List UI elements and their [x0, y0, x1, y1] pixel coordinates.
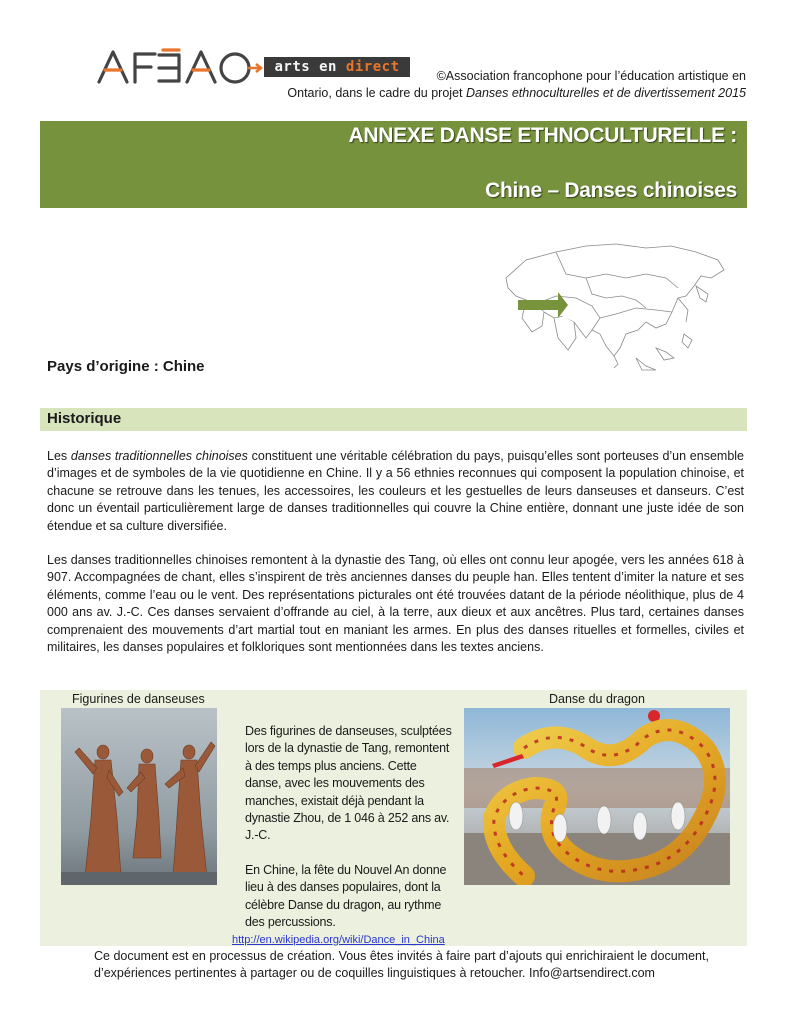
history-paragraph-1-text [47, 448, 744, 535]
caption-left: Figurines de danseuses [72, 692, 205, 706]
dragon-dance-photo [464, 708, 730, 885]
text-spacer [245, 845, 453, 862]
caption-right: Danse du dragon [549, 692, 645, 706]
figures-text-2: En Chine, la fête du Nouvel An donne lieu à des danses populaires, dont la célèbre Danse du dragon, au rythme des percussions. [245, 862, 447, 930]
copyright-line2 [262, 85, 746, 102]
figures-text-1: Des figurines de danseuses, sculptées lors de la dynastie de Tang, remontent à des temps plus anciens. Cette danse, avec les mouvements des manches, existait déjà pendant la dynastie Zhou, de 1 046 à 252 ans av. J.-C. [245, 724, 452, 843]
history-paragraph-2 [47, 552, 744, 656]
afeao-logo [95, 48, 255, 86]
logo-direct-text: direct [345, 59, 400, 75]
map-of-asia-icon [496, 238, 728, 376]
section-title: Historique [47, 410, 122, 427]
history-paragraph-1 [47, 448, 744, 535]
banner-subtitle: Chine – Danses chinoises [485, 179, 737, 202]
project-name: Danses ethnoculturelles et de divertissement 2015 [465, 86, 746, 100]
history-paragraph-2-text: Les danses traditionnelles chinoises remontent à la dynastie des Tang, où elles ont connu leur apogée, vers les années 618 à 907. Accompagnées de chant, elles s’inspirent de très anciennes danses du peuple han. Elles tentent d’imiter la nature et ses éléments, comme l’eau ou le vent. Des représentations picturales ont été trouvées datant de la période néolithique, plus de 4 000 ans av. J.-C. Ces danses servaient d’offrande au ciel, à la terre, aux dieux et aux ancêtres. Plus tard, certaines danses comprenaient des mouvements d’art martial tout en maniant les armes. En plus des danses rituelles et formelles, civiles et militaires, les danses populaires et folkloriques sont mentionnées dans les textes anciens. [47, 553, 744, 655]
logo-arts-text: arts en [274, 59, 346, 75]
asia-map [496, 238, 728, 376]
paragraph1-italic: danses traditionnelles chinoises [70, 449, 248, 463]
wikipedia-link[interactable]: http://en.wikipedia.org/wiki/Dance_in_China [232, 934, 445, 946]
paragraph1-prefix: Les [47, 449, 71, 463]
dancer-figurines-photo [61, 708, 217, 885]
copyright-notice [262, 68, 746, 102]
afeao-logo-icon [95, 48, 255, 86]
footer-line1: Ce document est en processus de création. Vous êtes invités à faire part d’ajouts qui enrichiraient le document, [94, 949, 709, 963]
paragraph1-rest: constituent une véritable célébration du pays, puisqu’elles sont porteuses d’un ensemble d’images et de symboles de la vie quotidienne en Chine. Il y a 56 ethnies reconnues qui composent la population chinoise, et chacune se retrouve dans les tenues, les accessoires, les couleurs et les gestuelles de leurs danseuses et danseurs. C’est donc un éventail particulièrement large de danses traditionnelles qui couvre la Chine entière, donnant une juste idée de son étendue et sa culture diversifiée. [47, 449, 744, 533]
footer-line2: d’expériences pertinentes à partager ou de coquilles linguistiques à retoucher. Info@artsendirect.com [94, 966, 655, 981]
title-banner [40, 121, 747, 208]
copyright-line2-text: Ontario, dans le cadre du projet [287, 86, 466, 100]
footer-note [94, 948, 754, 983]
banner-title: ANNEXE DANSE ETHNOCULTURELLE : [348, 124, 737, 147]
section-header [40, 408, 747, 431]
copyright-line1: ©Association francophone pour l’éducation artistique en [436, 69, 746, 83]
figures-description [245, 723, 453, 931]
country-of-origin: Pays d’origine : Chine [47, 358, 205, 375]
